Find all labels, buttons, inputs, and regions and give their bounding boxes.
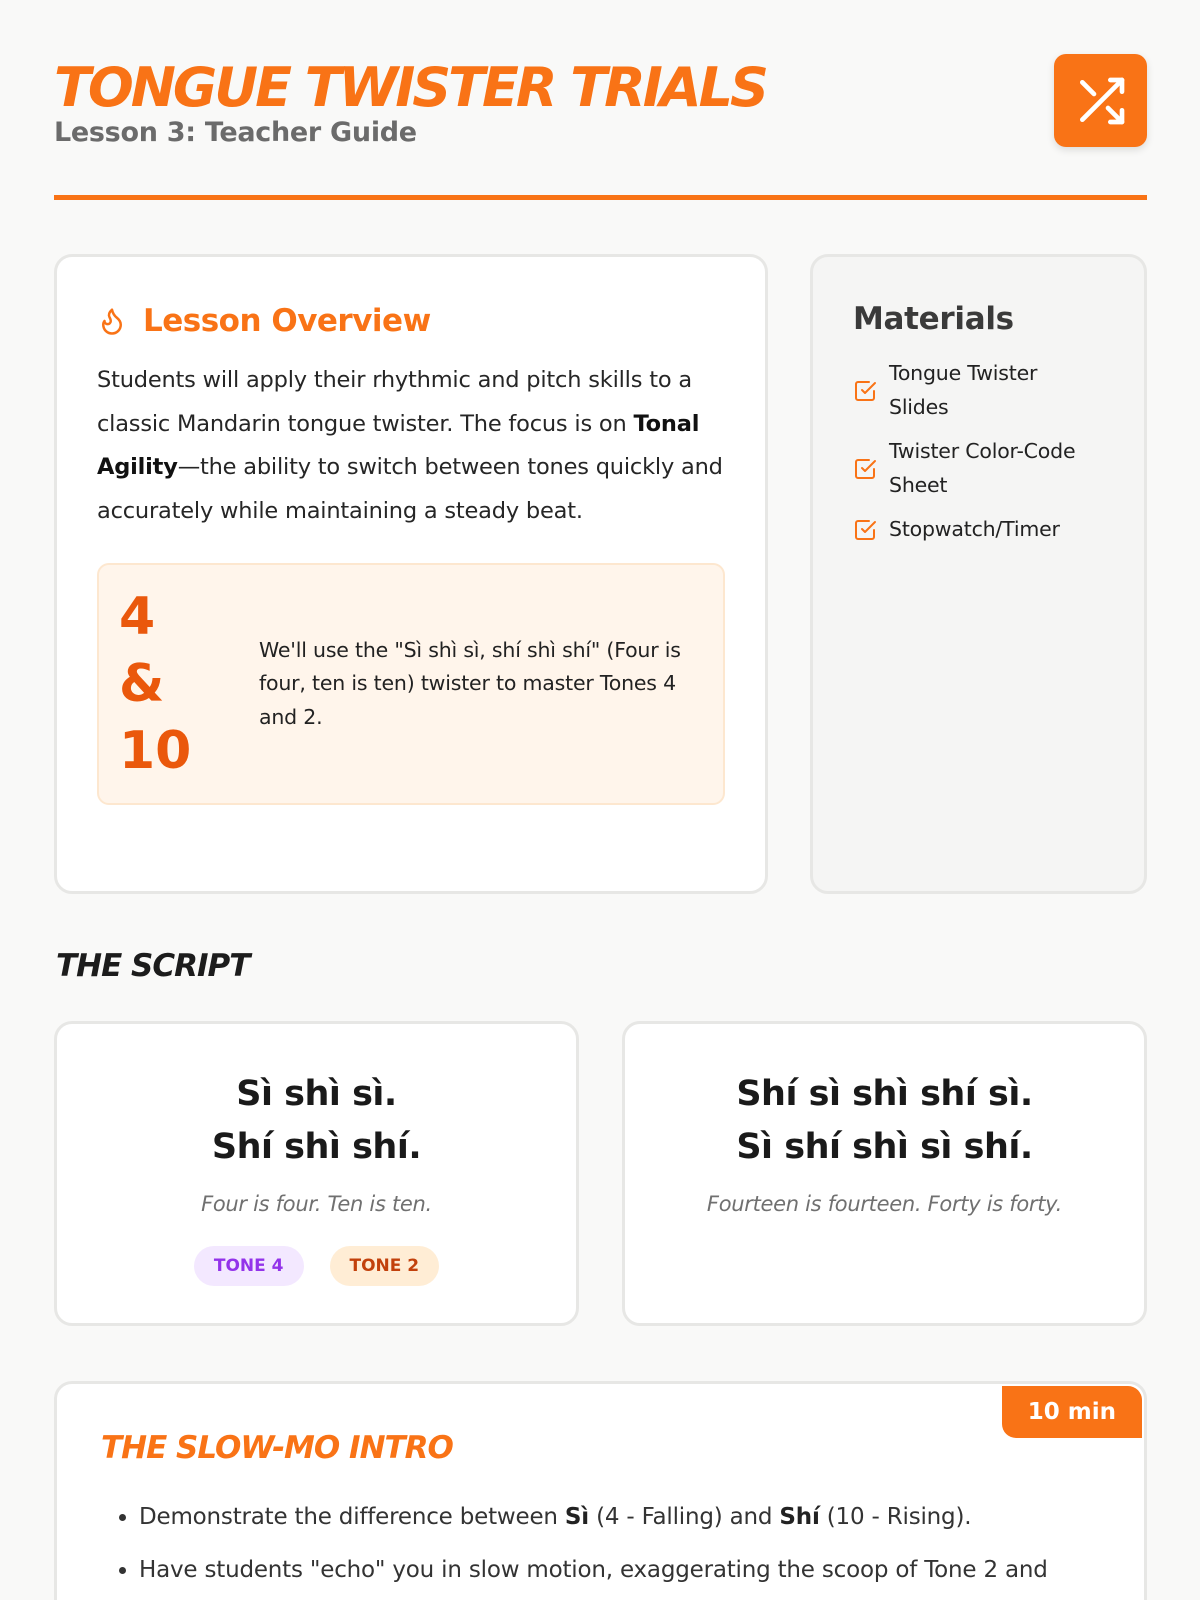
script-card (54, 1021, 579, 1326)
page-header (54, 50, 1147, 200)
script-translation: Fourteen is fourteen. Forty is forty. (706, 1192, 1063, 1216)
materials-label: Twister Color-Code Sheet (889, 439, 1076, 497)
materials-list (853, 357, 1104, 547)
script-card (622, 1021, 1147, 1326)
materials-item (853, 513, 1104, 547)
materials-title: Materials (853, 301, 1014, 337)
script-translation: Four is four. Ten is ten. (201, 1192, 432, 1216)
tone-tags (57, 1246, 576, 1286)
activity-step: • Have students "echo" you in slow motion, exaggerating the scoop of Tone 2 and (139, 1549, 1100, 1592)
script-line: Sì shí shì sì shí. (736, 1127, 1033, 1167)
tone-4-tag: TONE 4 (194, 1246, 304, 1286)
checkbox-icon (853, 518, 877, 542)
overview-title: Lesson Overview (143, 303, 431, 339)
slow-mo-intro-card (54, 1381, 1147, 1600)
materials-label: Tongue Twister Slides (889, 361, 1038, 419)
callout-number: 4 & 10 (119, 586, 192, 781)
checkbox-icon (853, 379, 877, 403)
shuffle-icon (1073, 73, 1129, 129)
shuffle-button[interactable] (1054, 54, 1147, 147)
script-section-title: THE SCRIPT (56, 948, 250, 984)
script-line: Sì shì sì. (236, 1074, 397, 1114)
checkbox-icon (853, 457, 877, 481)
materials-card (810, 254, 1147, 894)
page-subtitle: Lesson 3: Teacher Guide (54, 117, 417, 148)
materials-item (853, 357, 1104, 424)
page-title: TONGUE TWISTER TRIALS (54, 56, 766, 119)
lesson-overview-card (54, 254, 768, 894)
tonal-agility-term: Tonal Agility (97, 410, 700, 480)
materials-item (853, 435, 1104, 502)
activity-step: • Demonstrate the difference between Sì (4 - Falling) and Shí (10 - Rising). (139, 1496, 1100, 1539)
tone-2-tag: TONE 2 (330, 1246, 440, 1286)
overview-callout (97, 563, 725, 805)
callout-text: We'll use the "Sì shì sì, shí shì shí" (Four is four, ten is ten) twister to master Tones 4 and 2. (259, 637, 681, 729)
flame-icon (97, 306, 127, 336)
activity-steps (101, 1496, 1100, 1592)
overview-heading (97, 303, 725, 339)
script-line: Shí sì shì shí sì. (736, 1074, 1033, 1114)
overview-description: Students will apply their rhythmic and pitch skills to a classic Mandarin tongue twister. The focus is on Tonal Agility—the ability to switch between tones quickly and accurately while maintaining a steady beat. (97, 367, 723, 524)
script-line: Shí shì shí. (211, 1127, 422, 1167)
activity-title: THE SLOW-MO INTRO (101, 1430, 453, 1466)
duration-badge: 10 min (1002, 1386, 1142, 1438)
materials-label: Stopwatch/Timer (889, 517, 1060, 541)
